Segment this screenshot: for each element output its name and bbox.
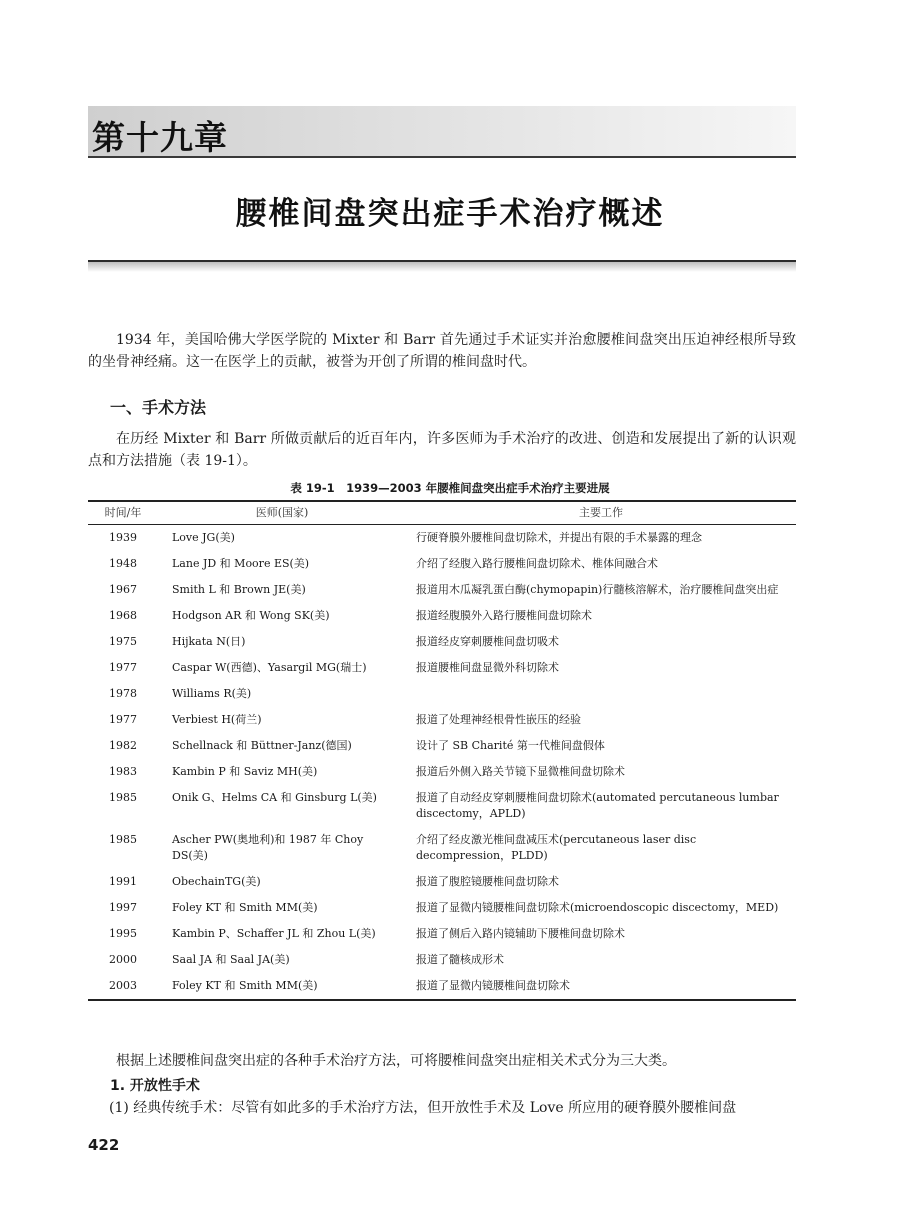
table-row: [88, 629, 796, 655]
table-row: [88, 895, 796, 921]
row-doctor: Ascher PW(奥地利)和 1987 年 Choy DS(美): [172, 833, 364, 862]
row-work: 报道用木瓜凝乳蛋白酶(chymopapin)行髓核溶解术，治疗腰椎间盘突出症: [416, 583, 779, 596]
row-year: 1977: [109, 661, 137, 674]
table-row: [88, 733, 796, 759]
row-year: 1967: [109, 583, 137, 596]
row-year: 2000: [109, 953, 137, 966]
row-doctor: Lane JD 和 Moore ES(美): [172, 557, 310, 570]
table-row: [88, 921, 796, 947]
intro-paragraph: 1934 年，美国哈佛大学医学院的 Mixter 和 Barr 首先通过手术证实并治愈腰椎间盘突出压迫神经根所导致的坐骨神经痛。这一在医学上的贡献，被誉为开创了所谓的椎间盘时代。: [88, 332, 796, 370]
row-work: 行硬脊膜外腰椎间盘切除术，并提出有限的手术暴露的理念: [416, 531, 702, 544]
row-work: 报道经腹膜外入路行腰椎间盘切除术: [416, 609, 592, 622]
chapter-label: 第十九章: [92, 118, 228, 157]
table-caption: 表 19-1 1939—2003 年腰椎间盘突出症手术治疗主要进展: [290, 481, 610, 495]
row-doctor: Hodgson AR 和 Wong SK(美): [172, 609, 330, 622]
row-work: 设计了 SB Charité 第一代椎间盘假体: [416, 739, 605, 752]
row-work: 报道了侧后入路内镜辅助下腰椎间盘切除术: [416, 927, 625, 940]
row-doctor: Love JG(美): [172, 531, 235, 544]
row-year: 1939: [109, 531, 137, 544]
table-header-row: [88, 501, 796, 525]
table-row: [88, 603, 796, 629]
row-doctor: Smith L 和 Brown JE(美): [172, 583, 306, 596]
table-row: [88, 947, 796, 973]
row-doctor: Saal JA 和 Saal JA(美): [172, 953, 290, 966]
row-year: 1978: [109, 687, 137, 700]
row-year: 1985: [109, 791, 137, 804]
row-doctor: Foley KT 和 Smith MM(美): [158, 973, 406, 1000]
row-year: 1948: [109, 557, 137, 570]
row-work: 报道了显微内镜腰椎间盘切除术: [406, 973, 796, 1000]
row-work: 介绍了经腹入路行腰椎间盘切除术、椎体间融合术: [416, 557, 658, 570]
row-work: 介绍了经皮激光椎间盘减压术(percutaneous laser disc decompression，PLDD): [416, 833, 697, 862]
row-year: 1977: [109, 713, 137, 726]
section-heading: 一、手术方法: [110, 398, 207, 417]
row-doctor: Williams R(美): [172, 687, 252, 700]
row-year: 1982: [109, 739, 137, 752]
row-year: 1968: [109, 609, 137, 622]
row-year: 1975: [109, 635, 137, 648]
subsection-heading: 1. 开放性手术: [110, 1078, 200, 1094]
header-doctor: 医师(国家): [158, 501, 406, 525]
after-table-paragraph: 根据上述腰椎间盘突出症的各种手术治疗方法，可将腰椎间盘突出症相关术式分为三大类。: [116, 1053, 676, 1069]
row-work: 报道了处理神经根骨性嵌压的经验: [416, 713, 581, 726]
table-row: [88, 869, 796, 895]
table-row: [88, 827, 796, 869]
row-doctor: Schellnack 和 Büttner-Janz(德国): [172, 739, 352, 752]
row-work: 报道了腹腔镜腰椎间盘切除术: [416, 875, 559, 888]
row-year: 1983: [109, 765, 137, 778]
row-doctor: Verbiest H(荷兰): [172, 713, 262, 726]
row-doctor: Kambin P、Schaffer JL 和 Zhou L(美): [172, 927, 376, 940]
table-row: [88, 655, 796, 681]
row-work: [406, 681, 796, 707]
header-work: 主要工作: [406, 501, 796, 525]
row-work: 报道了显微内镜腰椎间盘切除术(microendoscopic discectomy，MED): [416, 901, 779, 914]
row-doctor: Onik G、Helms CA 和 Ginsburg L(美): [172, 791, 377, 804]
row-work: 报道了髓核成形术: [416, 953, 504, 966]
row-work: 报道了自动经皮穿刺腰椎间盘切除术(automated percutaneous lumbar discectomy，APLD): [416, 791, 779, 820]
table-row: [88, 681, 796, 707]
row-year: 2003: [88, 973, 158, 1000]
subsection-paragraph: (1) 经典传统手术：尽管有如此多的手术治疗方法，但开放性手术及 Love 所应用的硬脊膜外腰椎间盘: [109, 1100, 737, 1116]
table-row: [88, 551, 796, 577]
title-divider-shadow: [88, 262, 796, 272]
row-doctor: Caspar W(西德)、Yasargil MG(瑞士): [172, 661, 367, 674]
row-doctor: ObechainTG(美): [172, 875, 261, 888]
row-work: 报道经皮穿刺腰椎间盘切吸术: [416, 635, 559, 648]
table-row: [88, 525, 796, 552]
row-work: 报道后外侧入路关节镜下显微椎间盘切除术: [416, 765, 625, 778]
row-year: 1997: [109, 901, 137, 914]
table-row: [88, 577, 796, 603]
table-row: [88, 785, 796, 827]
table-row: [88, 707, 796, 733]
chapter-title: 腰椎间盘突出症手术治疗概述: [235, 196, 665, 232]
progress-table: [88, 500, 796, 1001]
row-year: 1985: [109, 833, 137, 846]
table-row: [88, 759, 796, 785]
row-year: 1995: [109, 927, 137, 940]
header-year: 时间/年: [88, 501, 158, 525]
row-doctor: Hijkata N(日): [172, 635, 246, 648]
table-row: [88, 973, 796, 1000]
row-year: 1991: [109, 875, 137, 888]
row-work: 报道腰椎间盘显微外科切除术: [416, 661, 559, 674]
page-number: 422: [88, 1136, 120, 1154]
section-paragraph: 在历经 Mixter 和 Barr 所做贡献后的近百年内，许多医师为手术治疗的改进、创造和发展提出了新的认识观点和方法措施（表 19-1）。: [88, 431, 796, 469]
row-doctor: Kambin P 和 Saviz MH(美): [172, 765, 318, 778]
row-doctor: Foley KT 和 Smith MM(美): [172, 901, 318, 914]
